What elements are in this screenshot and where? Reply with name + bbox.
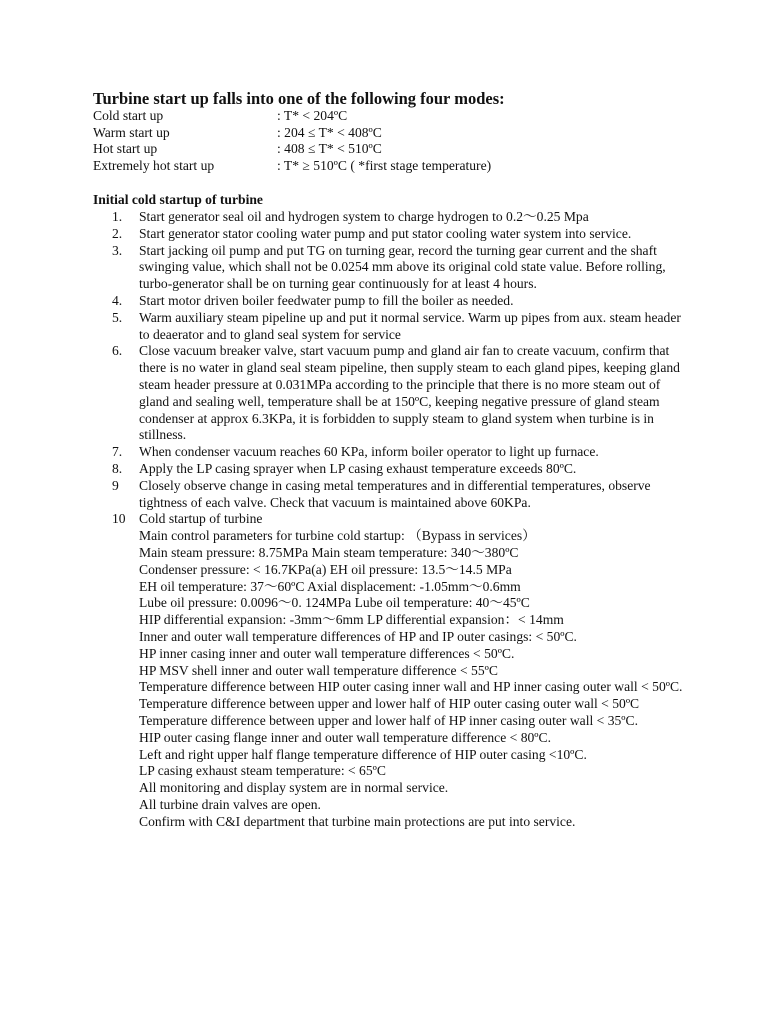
cold-startup-parameters bbox=[139, 528, 693, 830]
parameter-line: Condenser pressure: < 16.7KPa(a) EH oil pressure: 13.5～14.5 MPa bbox=[139, 561, 512, 577]
step-number: 9 bbox=[112, 477, 119, 493]
parameter-line: EH oil temperature: 37～60ºC Axial displacement: -1.05mm～0.6mm bbox=[139, 578, 521, 594]
mode-condition: : 408 ≤ T* < 510ºC bbox=[277, 141, 382, 157]
parameter-line: Temperature difference between upper and lower half of HP inner casing outer wall < 35ºC. bbox=[139, 712, 638, 728]
section-heading: Initial cold startup of turbine bbox=[93, 192, 263, 207]
mode-row bbox=[93, 108, 733, 125]
parameter-line: All turbine drain valves are open. bbox=[139, 796, 321, 812]
startup-steps-list bbox=[93, 209, 693, 830]
mode-condition: : 204 ≤ T* < 408ºC bbox=[277, 124, 382, 140]
parameter-line: HP MSV shell inner and outer wall temperature difference < 55ºC bbox=[139, 662, 498, 678]
step-item bbox=[93, 478, 693, 512]
parameter-line: Main control parameters for turbine cold startup: （Bypass in services） bbox=[139, 528, 536, 544]
parameter-line: Confirm with C&I department that turbine main protections are put into service. bbox=[139, 813, 576, 829]
mode-condition: : T* < 204ºC bbox=[277, 108, 348, 123]
step-item bbox=[93, 310, 693, 344]
step-item bbox=[93, 226, 693, 243]
mode-name: Warm start up bbox=[93, 124, 170, 140]
mode-row bbox=[93, 158, 733, 175]
parameter-line: All monitoring and display system are in normal service. bbox=[139, 780, 449, 796]
parameter-line: Left and right upper half flange temperature difference of HIP outer casing <10ºC. bbox=[139, 746, 587, 762]
step-item bbox=[93, 461, 693, 478]
step-item bbox=[93, 209, 693, 226]
step-item bbox=[93, 343, 693, 444]
parameter-line: Temperature difference between upper and lower half of HIP outer casing outer wall < 50ºC bbox=[139, 696, 640, 712]
step-text: Closely observe change in casing metal temperatures and in differential temperatures, observe tightness of each valve. Check that vacuum is maintained above 60KPa. bbox=[139, 477, 651, 510]
parameter-line: Main steam pressure: 8.75MPa Main steam temperature: 340～380ºC bbox=[139, 544, 519, 560]
step-number: 5. bbox=[112, 309, 123, 325]
mode-condition: : T* ≥ 510ºC ( *first stage temperature) bbox=[277, 158, 492, 174]
mode-name: Extremely hot start up bbox=[93, 158, 215, 174]
parameter-line: HIP outer casing flange inner and outer wall temperature difference < 80ºC. bbox=[139, 729, 551, 745]
parameter-line: Lube oil pressure: 0.0096～0. 124MPa Lube oil temperature: 40～45ºC bbox=[139, 595, 530, 611]
page-title: Turbine start up falls into one of the following four modes: bbox=[93, 89, 505, 108]
parameter-line: HIP differential expansion: -3mm～6mm LP differential expansion：< 14mm bbox=[139, 612, 564, 628]
parameter-line: Temperature difference between HIP outer casing inner wall and HP inner casing outer wall < 50ºC. bbox=[139, 679, 683, 695]
step-text: Close vacuum breaker valve, start vacuum pump and gland air fan to create vacuum, confirm that there is no water in gland seal steam pipeline, then supply steam to each gland pipes, keeping gland steam header pressure at 0.031MPa according to the principle that there is no more steam out of gland and sealing well, temperature shall be at 150ºC, keeping negative pressure of gland steam condenser at approx 6.3KPa, it is forbidden to supply steam to gland system when turbine is in stillness. bbox=[139, 343, 680, 443]
parameter-line: LP casing exhaust steam temperature: < 65ºC bbox=[139, 763, 386, 779]
parameter-line: HP inner casing inner and outer wall temperature differences < 50ºC. bbox=[139, 645, 515, 661]
step-item bbox=[93, 511, 693, 830]
step-number: 4. bbox=[112, 292, 123, 308]
step-text: When condenser vacuum reaches 60 KPa, inform boiler operator to light up furnace. bbox=[139, 444, 599, 460]
step-number: 7. bbox=[112, 444, 123, 460]
step-text: Start motor driven boiler feedwater pump to fill the boiler as needed. bbox=[139, 292, 514, 308]
step-number: 1. bbox=[112, 209, 123, 224]
step-number: 6. bbox=[112, 343, 123, 359]
mode-row bbox=[93, 141, 733, 158]
step-number: 8. bbox=[112, 460, 123, 476]
mode-name: Cold start up bbox=[93, 108, 164, 123]
mode-name: Hot start up bbox=[93, 141, 158, 157]
step-number: 2. bbox=[112, 225, 123, 241]
step-text: Start generator stator cooling water pump and put stator cooling water system into service. bbox=[139, 225, 632, 241]
step-number: 10 bbox=[112, 511, 126, 527]
step-number: 3. bbox=[112, 242, 123, 258]
mode-row bbox=[93, 125, 733, 142]
parameter-line: Inner and outer wall temperature differences of HP and IP outer casings: < 50ºC. bbox=[139, 628, 577, 644]
step-text: Warm auxiliary steam pipeline up and put it normal service. Warm up pipes from aux. steam header to deaerator and to gland seal system for service bbox=[139, 309, 681, 342]
step-item bbox=[93, 444, 693, 461]
step-text: Start jacking oil pump and put TG on turning gear, record the turning gear current and the shaft swinging value, which shall not be 0.0254 mm above its original cold state value. Before rolling, turbo-generator shall be on turning gear continuously for at least 4 hours. bbox=[139, 242, 666, 292]
startup-modes-list bbox=[93, 108, 733, 175]
step-text: Cold startup of turbine bbox=[139, 511, 263, 527]
step-item bbox=[93, 293, 693, 310]
step-item bbox=[93, 243, 693, 293]
step-text: Start generator seal oil and hydrogen system to charge hydrogen to 0.2～0.25 Mpa bbox=[139, 209, 589, 224]
step-text: Apply the LP casing sprayer when LP casing exhaust temperature exceeds 80ºC. bbox=[139, 460, 577, 476]
